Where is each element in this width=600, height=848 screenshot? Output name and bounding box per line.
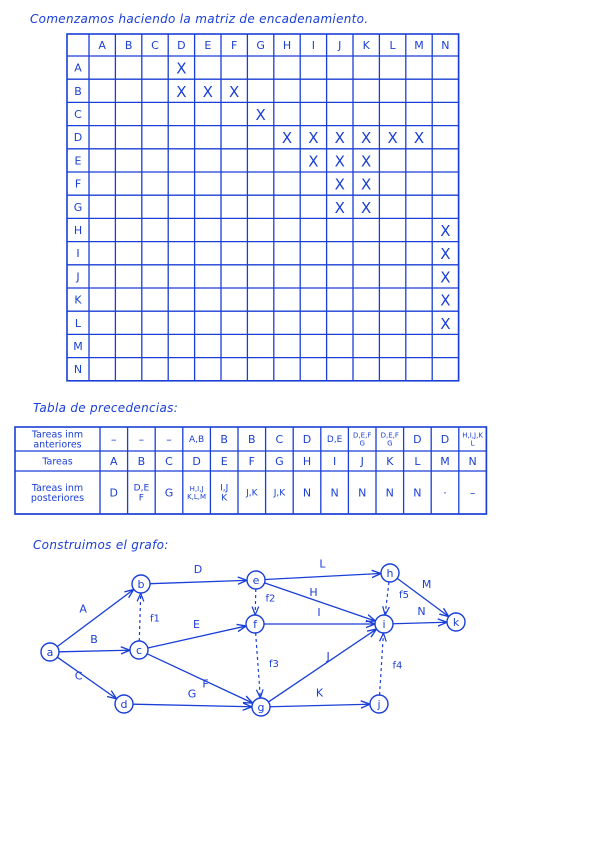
precedence-anterior-cell: L (470, 439, 475, 448)
precedence-task-cell: L (414, 454, 421, 468)
node-label: b (137, 578, 145, 591)
matrix-mark: X (440, 268, 451, 287)
precedence-task-cell: M (440, 454, 450, 468)
precedence-anterior-cell: – (166, 432, 172, 446)
node-label: e (252, 574, 260, 587)
matrix-col-header: K (362, 39, 370, 52)
node-label: a (46, 646, 54, 659)
precedence-row-label: posteriores (30, 493, 85, 504)
dummy-edge-f2 (255, 589, 256, 614)
edge-label: E (193, 618, 200, 632)
edge-label: I (317, 606, 321, 619)
edge-label: B (90, 633, 98, 647)
edge-label: M (421, 578, 432, 592)
precedence-row-label: Tareas (42, 456, 73, 468)
node-label: g (257, 701, 265, 714)
matrix-mark: X (334, 175, 345, 194)
matrix-mark: X (308, 129, 319, 148)
matrix-row-header: A (74, 61, 82, 75)
edge-label: C (74, 669, 83, 683)
edge-F (147, 654, 252, 703)
precedence-row-label: anteriores (33, 439, 82, 451)
matrix-col-header: F (231, 39, 238, 52)
matrix-border (67, 34, 459, 381)
matrix-row-header: B (74, 84, 82, 98)
matrix-mark: X (281, 129, 293, 148)
matrix-row-header: E (74, 154, 82, 168)
matrix-col-header: L (389, 39, 396, 52)
matrix-col-header: D (177, 39, 186, 52)
matrix-row-header: L (74, 316, 82, 330)
precedence-task-cell: N (468, 454, 477, 468)
matrix-col-header: G (256, 39, 265, 52)
precedence-posterior-cell: H,I,J (189, 485, 204, 494)
precedence-table (0, 418, 600, 518)
node-label: d (120, 698, 128, 711)
precedence-anterior-cell: B (220, 432, 228, 446)
edge-label: A (79, 602, 87, 616)
matrix-mark: X (440, 314, 451, 333)
edge-label: N (417, 605, 426, 619)
precedence-posterior-cell: F (138, 493, 144, 504)
matrix-mark: X (361, 129, 372, 148)
activity-graph (0, 548, 600, 848)
node-label: c (135, 644, 143, 657)
matrix-mark: X (413, 129, 425, 148)
precedence-posterior-cell: I,J (220, 483, 229, 494)
matrix-row-header: C (74, 108, 82, 121)
precedence-posterior-cell: K,L,M (187, 493, 207, 502)
edge-C (57, 657, 115, 698)
precedence-posterior-cell: D,E (133, 483, 150, 494)
edge-label: K (315, 686, 324, 700)
edge-D (150, 580, 246, 583)
matrix-col-header: J (338, 39, 342, 52)
matrix-mark: X (229, 82, 240, 101)
node-label: j (377, 698, 381, 711)
matrix-mark: X (361, 175, 372, 194)
matrix-col-header: E (204, 39, 212, 52)
precedence-task-cell: J (360, 454, 364, 468)
precedence-anterior-cell: C (275, 432, 284, 446)
edge-B (59, 650, 129, 652)
matrix-row-header: N (73, 363, 83, 377)
dummy-label: f5 (399, 590, 409, 602)
precedence-posterior-cell: N (385, 486, 394, 500)
precedence-task-cell: H (302, 454, 312, 468)
precedence-anterior-cell: – (111, 432, 117, 446)
matrix-col-header: B (124, 39, 133, 52)
matrix-col-header: N (441, 39, 450, 52)
precedence-anterior-cell: B (248, 432, 256, 446)
matrix-mark: X (334, 129, 345, 148)
precedence-task-cell: G (275, 454, 284, 468)
matrix-col-header: C (151, 39, 159, 52)
precedence-task-cell: K (386, 454, 394, 468)
precedence-task-cell: C (165, 454, 173, 468)
precedence-anterior-cell: H,I,J,K (462, 431, 483, 440)
matrix-mark: X (176, 59, 187, 78)
matrix-mark: X (361, 198, 372, 217)
edge-label: F (202, 677, 209, 691)
matrix-mark: X (176, 82, 187, 101)
matrix-mark: X (387, 129, 398, 148)
precedence-row-label: Tareas inm (31, 483, 84, 494)
edge-label: D (193, 563, 203, 577)
precedence-posterior-cell: K (221, 493, 228, 504)
matrix-mark: X (334, 198, 345, 217)
precedence-task-cell: E (220, 454, 228, 468)
matrix-mark: X (361, 152, 372, 171)
dummy-label: f3 (268, 659, 279, 671)
matrix-row-header: H (73, 224, 83, 237)
precedence-task-cell: D (192, 454, 201, 468)
precedence-anterior-cell: D,E (326, 435, 343, 446)
precedence-posterior-cell: N (413, 486, 422, 500)
precedence-posterior-cell: N (302, 486, 312, 500)
matrix-heading: Comenzamos haciendo la matriz de encadenamiento. (30, 12, 369, 26)
edge-G (133, 704, 251, 707)
matrix-mark: X (308, 152, 319, 171)
precedence-anterior-cell: D (413, 432, 422, 446)
precedence-task-cell: F (248, 454, 255, 468)
dummy-edge-f1 (139, 594, 140, 641)
node-label: i (382, 618, 386, 631)
matrix-mark: X (440, 291, 451, 310)
precedence-task-cell: B (137, 454, 146, 468)
edge-K (270, 704, 369, 707)
matrix-col-header: I (311, 39, 316, 52)
precedence-anterior-cell: D (440, 432, 450, 446)
matrix-mark: X (202, 82, 213, 101)
dummy-edge-f4 (380, 634, 384, 695)
node-label: k (452, 616, 460, 629)
matrix-row-header: I (76, 247, 80, 261)
precedence-posterior-cell: · (443, 486, 447, 500)
edge-label: J (326, 649, 330, 663)
dummy-label: f1 (149, 613, 160, 625)
matrix-row-header: F (74, 177, 82, 191)
graph-heading: Construimos el grafo: (33, 538, 169, 552)
dependency-matrix (0, 0, 600, 395)
matrix-row-header: M (73, 340, 83, 353)
precedence-anterior-cell: G (387, 439, 393, 448)
node-label: h (386, 567, 394, 580)
precedence-task-cell: A (110, 454, 118, 468)
precedence-row-label: Tareas inm (31, 429, 84, 441)
precedence-anterior-cell: D,E,F (353, 431, 372, 440)
precedence-posterior-cell: J,K (273, 488, 286, 499)
precedence-task-cell: I (332, 454, 337, 468)
matrix-row-header: G (73, 200, 83, 214)
precedence-posterior-cell: J,K (246, 488, 258, 499)
precedence-posterior-cell: – (469, 486, 476, 500)
dummy-label: f4 (392, 660, 403, 672)
precedence-anterior-cell: D (302, 432, 312, 446)
precedence-posterior-cell: D (109, 486, 119, 500)
matrix-row-header: K (74, 293, 82, 307)
dummy-edge-f3 (256, 633, 261, 697)
node-label: f (253, 618, 257, 631)
dummy-label: f2 (265, 593, 276, 605)
edge-label: G (187, 687, 197, 701)
precedence-posterior-cell: G (164, 486, 174, 500)
edge-N (393, 622, 446, 623)
precedence-anterior-cell: – (138, 432, 145, 446)
matrix-mark: X (334, 152, 345, 171)
matrix-col-header: A (98, 39, 106, 52)
precedence-anterior-cell: G (359, 439, 365, 448)
matrix-mark: X (440, 245, 451, 264)
precedence-anterior-cell: D,E,F (380, 431, 399, 440)
precedence-posterior-cell: N (358, 486, 367, 500)
precedence-posterior-cell: N (330, 486, 339, 500)
matrix-row-header: J (76, 270, 80, 284)
dummy-edge-f5 (385, 582, 389, 614)
precedence-heading: Tabla de precedencias: (33, 401, 179, 415)
precedence-anterior-cell: A,B (188, 435, 205, 446)
edge-label: L (319, 557, 326, 571)
matrix-row-header: D (73, 131, 83, 145)
matrix-col-header: H (282, 39, 292, 52)
edge-label: H (309, 585, 318, 599)
matrix-col-header: M (414, 39, 424, 52)
matrix-mark: X (255, 106, 266, 124)
edge-L (265, 574, 380, 580)
matrix-mark: X (440, 222, 451, 240)
